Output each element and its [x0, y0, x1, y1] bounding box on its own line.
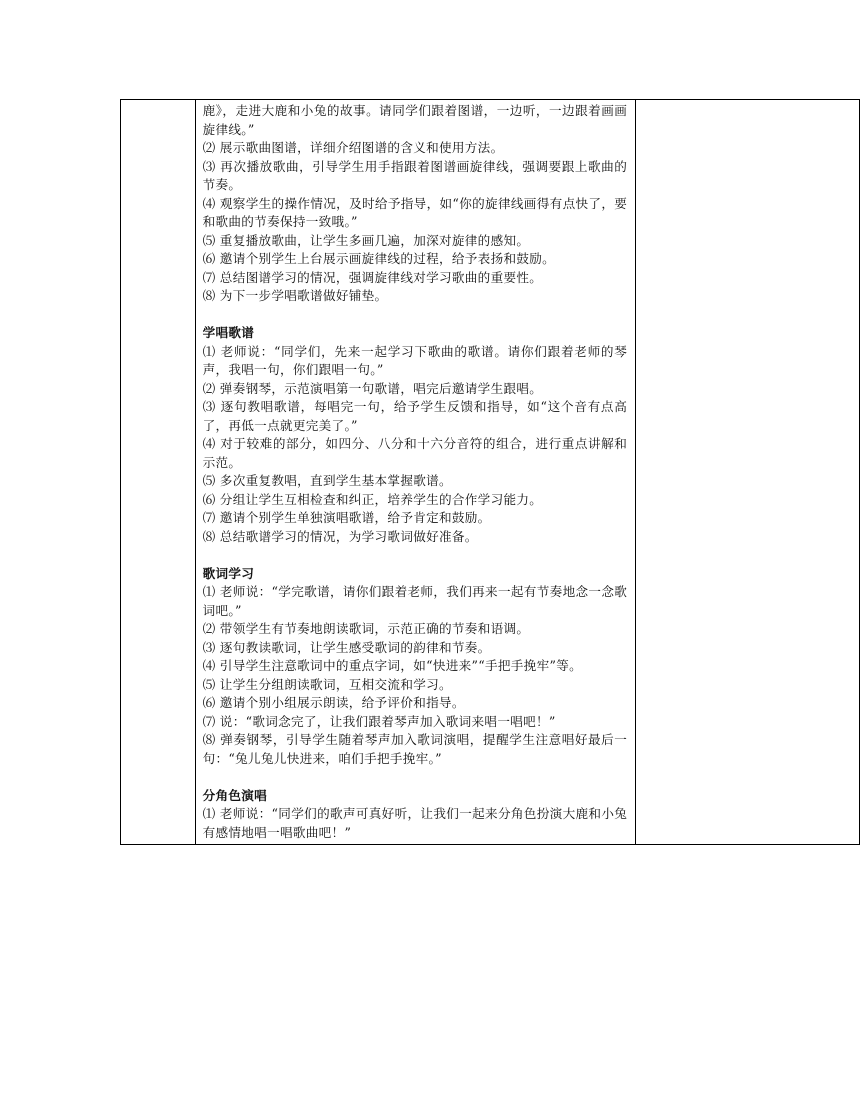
lyrics-paragraph: ⑺ 说：“歌词念完了，让我们跟着琴声加入歌词来唱一唱吧！” — [202, 713, 556, 729]
spacer — [203, 546, 628, 565]
section-heading-roles: 分角色演唱 — [202, 787, 268, 803]
intro-paragraph: ⑹ 邀请个别学生上台展示画旋律线的过程，给予表扬和鼓励。 — [202, 251, 556, 266]
score-paragraph: ⑷ 对于较难的部分，如四分、八分和十六分音符的组合，进行重点讲解和示范。 — [202, 436, 628, 470]
roles-paragraph: ⑴ 老师说：“同学们的歌声可真好听，让我们一起来分角色扮演大鹿和小兔有感情地唱一唱歌曲吧！” — [202, 806, 628, 840]
content-column-cell — [195, 100, 636, 845]
score-paragraph: ⑹ 分组让学生互相检查和纠正，培养学生的合作学习能力。 — [202, 491, 543, 507]
section-heading-lyrics: 歌词学习 — [202, 565, 255, 581]
intro-paragraph: ⑶ 再次播放歌曲，引导学生用手指跟着图谱画旋律线，强调要跟上歌曲的节奏。 — [202, 158, 628, 192]
section-heading-score: 学唱歌谱 — [202, 325, 255, 340]
intro-paragraph: ⑸ 重复播放歌曲，让学生多画几遍，加深对旋律的感知。 — [202, 232, 530, 248]
intro-paragraph: ⑵ 展示歌曲图谱，详细介绍图谱的含义和使用方法。 — [202, 140, 504, 155]
lyrics-paragraph: ⑻ 弹奏钢琴，引导学生随着琴声加入歌词演唱，提醒学生注意唱好最后一句：“兔儿兔儿快进来，咱们手把手挽牢。” — [202, 732, 628, 766]
intro-paragraph: ⑷ 观察学生的操作情况，及时给予指导，如“你的旋律线画得有点快了，要和歌曲的节奏保持一致哦。” — [202, 195, 628, 229]
score-paragraph: ⑴ 老师说：“同学们，先来一起学习下歌曲的歌谱。请你们跟着老师的琴声，我唱一句，你们跟唱一句。” — [202, 343, 628, 377]
lesson-content — [196, 100, 636, 844]
table-row — [121, 100, 860, 845]
left-column-cell — [121, 100, 196, 845]
lyrics-paragraph: ⑹ 邀请个别小组展示朗读，给予评价和指导。 — [202, 695, 465, 710]
score-paragraph: ⑸ 多次重复教唱，直到学生基本掌握歌谱。 — [202, 473, 452, 488]
intro-paragraph: ⑺ 总结图谱学习的情况，强调旋律线对学习歌曲的重要性。 — [202, 269, 543, 285]
lesson-plan-table — [120, 99, 860, 845]
lyrics-paragraph: ⑶ 逐句教读歌词，让学生感受歌词的韵律和节奏。 — [202, 639, 491, 655]
spacer — [203, 768, 628, 787]
score-paragraph: ⑻ 总结歌谱学习的情况，为学习歌词做好准备。 — [202, 528, 478, 544]
lyrics-paragraph: ⑸ 让学生分组朗读歌词，互相交流和学习。 — [202, 676, 452, 692]
right-column-cell — [636, 100, 860, 845]
lyrics-paragraph: ⑴ 老师说：“学完歌谱，请你们跟着老师，我们再来一起有节奏地念一念歌词吧。” — [202, 584, 628, 618]
lyrics-paragraph: ⑵ 带领学生有节奏地朗读歌词，示范正确的节奏和语调。 — [202, 621, 530, 636]
intro-paragraph: 鹿》，走进大鹿和小兔的故事。请同学们跟着图谱，一边听，一边跟着画画旋律线。” — [202, 103, 628, 137]
intro-paragraph: ⑻ 为下一步学唱歌谱做好铺垫。 — [202, 288, 388, 303]
score-paragraph: ⑶ 逐句教唱歌谱，每唱完一句，给予学生反馈和指导，如“这个音有点高了，再低一点就更完美了。” — [202, 399, 628, 433]
lyrics-paragraph: ⑷ 引导学生注意歌词中的重点字词，如“快进来”“手把手挽牢”等。 — [202, 658, 582, 673]
score-paragraph: ⑵ 弹奏钢琴，示范演唱第一句歌谱，唱完后邀请学生跟唱。 — [202, 380, 543, 396]
spacer — [203, 306, 628, 325]
score-paragraph: ⑺ 邀请个别学生单独演唱歌谱，给予肯定和鼓励。 — [202, 510, 491, 525]
